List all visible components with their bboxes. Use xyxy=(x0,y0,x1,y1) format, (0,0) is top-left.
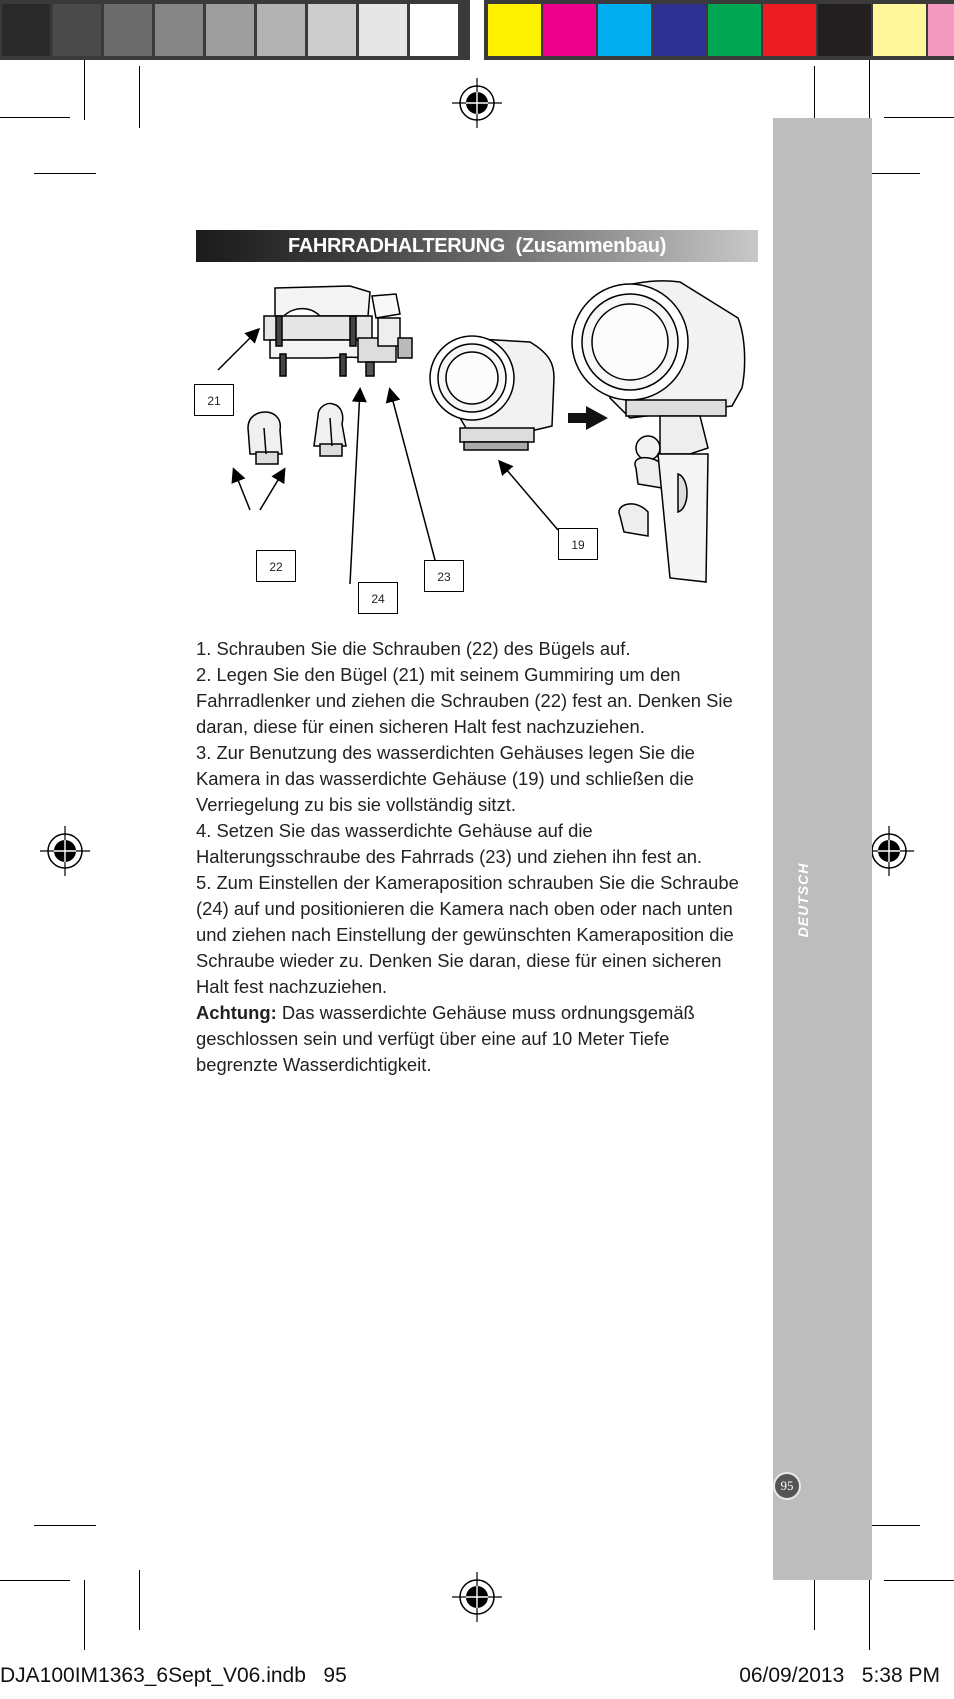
language-side-tab xyxy=(773,118,872,1580)
instructions xyxy=(196,636,756,1078)
color-swatch xyxy=(818,4,871,56)
crop-mark xyxy=(0,1580,70,1581)
crop-mark xyxy=(869,60,870,120)
crop-mark xyxy=(884,1580,954,1581)
callout-19: 19 xyxy=(558,528,598,560)
crop-mark xyxy=(84,60,85,120)
crop-mark xyxy=(139,66,140,128)
instruction-step: 5. Zum Einstellen der Kameraposition schrauben Sie die Schraube (24) auf und positionieren die Kamera nach oben oder nach unten und ziehen nach Einstellung der gewünschten Kameraposition die Schraube wieder zu. Denken Sie daran, diese für einen sicheren Halt fest nachzuziehen. xyxy=(196,872,739,997)
callout-21: 21 xyxy=(194,384,234,416)
crop-mark xyxy=(869,1580,870,1650)
gray-swatch xyxy=(104,4,152,56)
registration-mark-icon xyxy=(40,826,90,876)
registration-mark-icon xyxy=(452,78,502,128)
crop-mark xyxy=(84,1580,85,1650)
instruction-step: 1. Schrauben Sie die Schrauben (22) des Bügels auf. xyxy=(196,638,631,659)
gray-swatch xyxy=(206,4,254,56)
color-swatch xyxy=(708,4,761,56)
assembly-figure xyxy=(190,278,760,618)
clamp-screw-icon xyxy=(248,404,346,465)
color-calibration-bar xyxy=(0,0,954,60)
language-label: DEUTSCH xyxy=(795,862,811,938)
color-swatch xyxy=(598,4,651,56)
section-header xyxy=(196,230,758,262)
gray-swatch xyxy=(359,4,407,56)
crop-mark xyxy=(884,117,954,118)
crop-mark xyxy=(34,1525,96,1526)
color-swatch xyxy=(488,4,541,56)
callout-22: 22 xyxy=(256,550,296,582)
gray-swatch xyxy=(257,4,305,56)
color-swatch xyxy=(543,4,596,56)
crop-mark xyxy=(34,173,96,174)
waterproof-housing-camera-icon xyxy=(430,336,554,450)
warning-note xyxy=(196,1000,756,1078)
page-number: 95 xyxy=(773,1472,801,1500)
color-swatch xyxy=(873,4,926,56)
bicycle-mount-clamp-icon xyxy=(264,286,412,376)
instruction-step: 4. Setzen Sie das wasserdichte Gehäuse auf die Halterungsschraube des Fahrrads (23) und ziehen ihn fest an. xyxy=(196,820,703,867)
callout-24: 24 xyxy=(358,582,398,614)
instruction-step: 2. Legen Sie den Bügel (21) mit seinem Gummiring um den Fahrradlenker und ziehen die Schrauben (22) fest an. Denken Sie daran, diese für einen sicheren Halt fest nachzuziehen. xyxy=(196,664,733,737)
arrow-right-icon xyxy=(568,406,608,430)
color-swatch xyxy=(763,4,816,56)
footer-timestamp: 06/09/2013 5:38 PM xyxy=(739,1664,940,1687)
gray-swatch xyxy=(410,4,458,56)
gray-swatch xyxy=(155,4,203,56)
instruction-step: 3. Zur Benutzung des wasserdichten Gehäuses legen Sie die Kamera in das wasserdichte Gehäuse (19) und schließen die Verriegelung zu bis sie vollständig sitzt. xyxy=(196,742,695,815)
color-swatch xyxy=(928,4,954,56)
registration-mark-icon xyxy=(452,1572,502,1622)
crop-mark xyxy=(0,117,70,118)
warning-label: Achtung: xyxy=(196,1002,277,1023)
callout-23: 23 xyxy=(424,560,464,592)
gray-swatch xyxy=(53,4,101,56)
section-title: FAHRRADHALTERUNG (Zusammenbau) xyxy=(287,235,667,257)
gray-swatch xyxy=(2,4,50,56)
footer-file-name: DJA100IM1363_6Sept_V06.indb 95 xyxy=(0,1664,347,1687)
warning-text: Das wasserdichte Gehäuse muss ordnungsgemäß geschlossen sein und verfügt über eine auf 10 Meter Tiefe begrenzte Wasserdichtigkeit. xyxy=(196,1002,695,1075)
crop-mark xyxy=(139,1570,140,1630)
color-swatch xyxy=(653,4,706,56)
gray-swatch xyxy=(308,4,356,56)
